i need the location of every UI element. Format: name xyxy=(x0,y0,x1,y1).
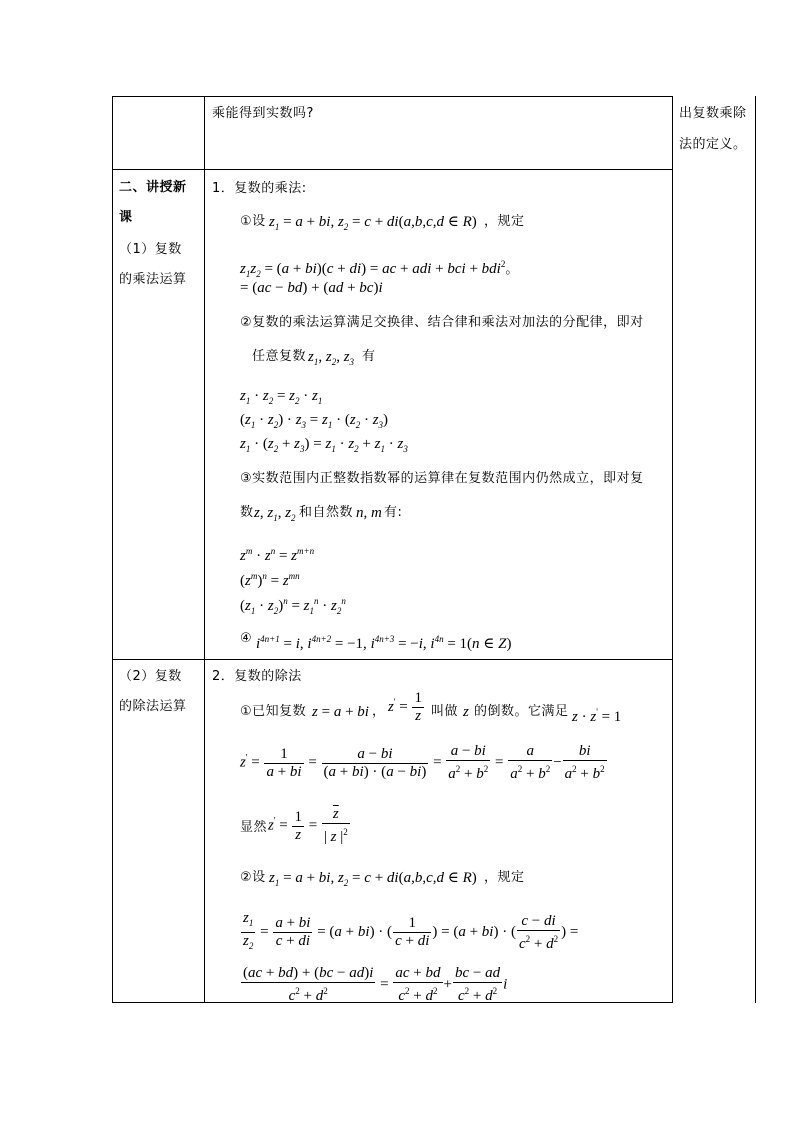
distributive-law-formula: $z_1 \cdot (z_2 + z_3) = z_1 \cdot z_2 + z_1 \cdot z_3$ xyxy=(240,436,408,454)
natural-numbers-n-m: n, m xyxy=(356,505,382,521)
reciprocal-definition-formula: z' = $\frac{1}{z}$ xyxy=(388,690,422,724)
multiplication-laws-text-line2-suffix: 有 xyxy=(362,349,376,364)
subsection-division-label: （2）复数 xyxy=(119,669,182,684)
obviously-label: 显然 xyxy=(240,820,268,835)
multiplication-laws-text-line2-prefix: 任意复数 xyxy=(252,349,307,364)
multiplication-product-formula-line1: $z_1z_2 = (a + bi)(c + di)$ = ac + adi + bci + bdi$^2$。 xyxy=(240,259,519,279)
row1-note-line2: 法的定义。 xyxy=(679,137,747,152)
exponent-rules-text-line1: ③实数范围内正整数指数幂的运算律在复数范围内仍然成立，即对复 xyxy=(240,471,644,486)
multiplication-item1-prefix: ①设 xyxy=(240,214,266,229)
reciprocal-computation-formula: z' = $\frac{1}{a + bi}$ = $\frac{a - bi}{(a + bi) \cdot (a - bi)}$ = $\frac{a - bi}{a^2 + b^2}$ = $\frac{a}{a^2 + b^2}$ − $\frac{bi}{a^2 + b^2}$ xyxy=(240,743,605,782)
commutative-law-formula: $z_1 \cdot z_2 = z_2 \cdot z_1$ xyxy=(240,388,323,406)
complex-numbers-z1-z2-z3: $z_1$, $z_2$, $z_3$ xyxy=(308,349,355,367)
reciprocal-variable-z: z xyxy=(463,704,469,720)
subsection-multiplication-label: （1）复数 xyxy=(119,242,182,257)
exponent-rules-text-line2-prefix: 数 xyxy=(240,505,254,520)
table-border-top xyxy=(112,96,672,97)
exponent-rules-text-line2-mid: 和自然数 xyxy=(299,505,354,520)
division-computation-formula-line2: $\frac{(ac + bd) + (bc - ad)i}{c^2 + d^2}$ = $\frac{ac + bd}{c^2 + d^2}$ + $\frac{bc - ad}{c^2 + d^2}$ i xyxy=(243,965,508,1004)
complex-number-z-definition: z = a + bi xyxy=(312,704,369,720)
division-item2-prefix: ②设 xyxy=(240,870,266,885)
exponent-rules-text-line2-suffix: 有: xyxy=(384,505,403,520)
row1-question-text: 乘能得到实数吗? xyxy=(212,106,314,121)
power-of-power-rule-formula: $(z^m)^n = z^{mn}$ xyxy=(240,571,300,589)
reciprocal-text-prefix: ①已知复数 xyxy=(240,704,307,719)
complex-numbers-z-z1-z2: z, $z_1$, $z_2$ xyxy=(254,505,296,523)
multiplication-definition-formula: $z_1 = a$ + bi, $z_2 = c + di(a,b,c,d$ ∈ R) xyxy=(269,214,477,232)
imaginary-unit-powers-formula: $i^{4n+1} = i$, $i^{4n+2} = -1$, $i^{4n+3} = -i$, $i^{4n} = 1(n$ ∈ Z) xyxy=(256,634,512,652)
subsection-division-label-cont: 的除法运算 xyxy=(119,699,187,714)
column-divider-1 xyxy=(204,96,205,1003)
row1-note-line1: 出复数乘除 xyxy=(679,106,747,121)
division-item2-suffix: ，规定 xyxy=(484,870,525,885)
table-border-right xyxy=(755,96,756,1003)
row-divider-1 xyxy=(112,169,672,170)
power-product-rule-formula: $z^m \cdot z^n = z^{m+n}$ xyxy=(240,546,315,564)
reciprocal-text-mid3: 的倒数。它满足 xyxy=(474,704,569,719)
subsection-multiplication-label-cont: 的乘法运算 xyxy=(119,272,187,287)
associative-law-formula: $(z_1 \cdot z_2) \cdot z_3 = z_1 \cdot (z_2 \cdot z_3)$ xyxy=(240,412,389,430)
power-of-product-rule-formula: $(z_1 \cdot z_2)^n = z_1^n \cdot z_2^n$ xyxy=(240,596,346,616)
multiplication-heading: 1．复数的乘法: xyxy=(212,181,307,196)
reciprocal-text-mid1: ， xyxy=(372,704,386,719)
table-border-left xyxy=(112,96,113,1003)
multiplication-product-formula-line2: = (ac − bd) + (ad + bc)i xyxy=(240,280,383,296)
reciprocal-property-formula: z · z' = 1 xyxy=(572,707,622,725)
column-divider-2 xyxy=(672,96,673,1003)
division-heading: 2．复数的除法 xyxy=(212,669,302,684)
division-definition-formula: $z_1 = a$ + bi, $z_2 = c + di(a,b,c,d$ ∈ R) xyxy=(269,870,477,888)
division-computation-formula-line1: $\frac{z_1}{z_2}$ = $\frac{a + bi}{c + di}$ = (a + bi) · ( $\frac{1}{c + di}$ ) = (a + bi) · ( $\frac{c - di}{c^2 + d^2}$ ) = xyxy=(243,910,579,952)
reciprocal-text-mid2: 叫做 xyxy=(431,704,459,719)
reciprocal-conjugate-formula: z' = $\frac{1}{z}$ = $\frac{\overline{z}}{| z |^2}$ xyxy=(268,806,348,845)
imaginary-unit-powers-prefix: ④ xyxy=(240,631,253,646)
multiplication-laws-text-line1: ②复数的乘法运算满足交换律、结合律和乘法对加法的分配律，即对 xyxy=(240,315,644,330)
multiplication-item1-suffix: ，规定 xyxy=(484,214,525,229)
section-title-new-lesson: 二、讲授新 xyxy=(119,180,187,195)
row-divider-2 xyxy=(112,659,672,660)
section-title-new-lesson-cont: 课 xyxy=(119,210,133,225)
